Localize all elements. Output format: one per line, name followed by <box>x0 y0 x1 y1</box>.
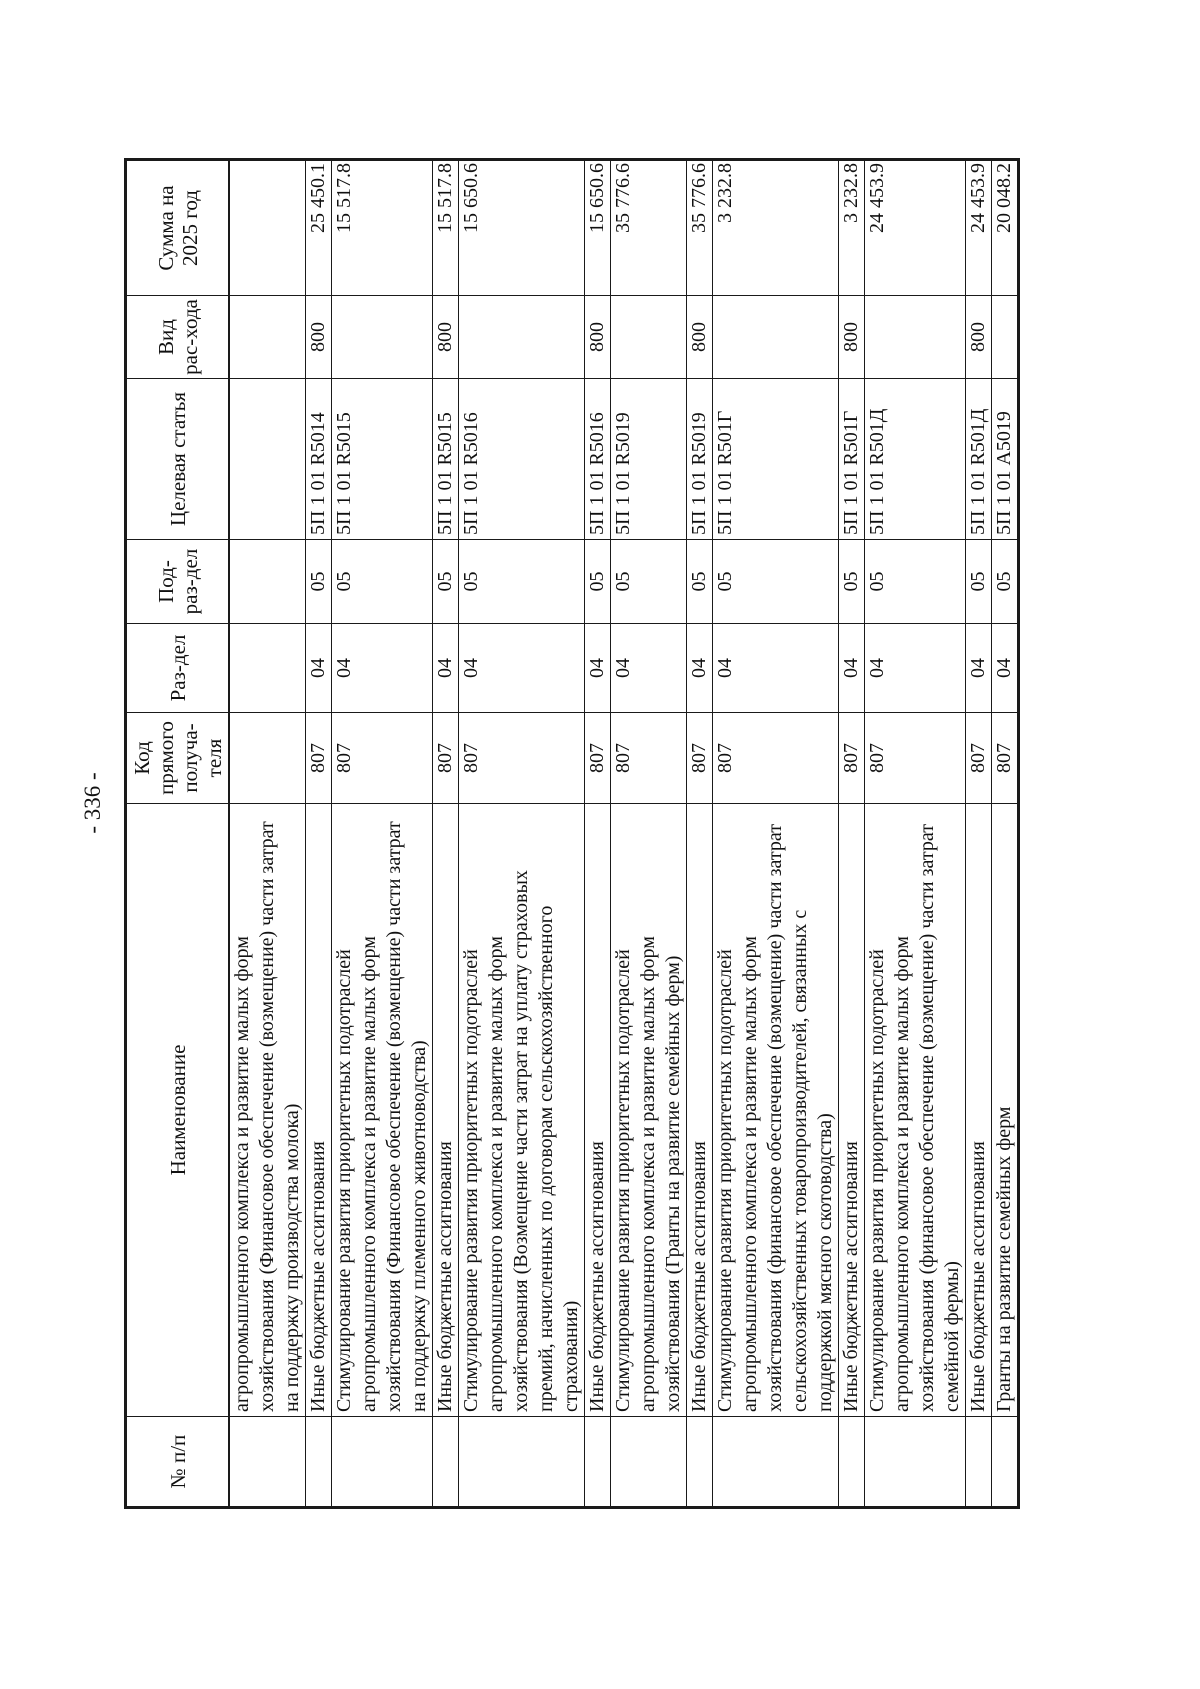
cell-vid: 800 <box>839 296 865 379</box>
cell-code: 807 <box>433 713 459 804</box>
cell-num <box>585 1417 611 1508</box>
cell-subsection: 05 <box>459 540 585 624</box>
cell-name: Иные бюджетные ассигнования <box>687 804 713 1417</box>
cell-subsection: 05 <box>992 540 1019 624</box>
cell-name: Иные бюджетные ассигнования <box>585 804 611 1417</box>
cell-num <box>459 1417 585 1508</box>
cell-num <box>865 1417 966 1508</box>
cell-name: агропромышленного комплекса и развитие малых форм хозяйствования (Финансовое обеспечение (возмещение) части затрат на поддержку производства молока) <box>229 804 306 1417</box>
cell-sum: 15 650.6 <box>459 160 585 296</box>
cell-num <box>433 1417 459 1508</box>
cell-section: 04 <box>966 624 992 713</box>
table-body <box>229 160 1019 1508</box>
cell-name: Стимулирование развития приоритетных подотраслей агропромышленного комплекса и развитие малых форм хозяйствования (Возмещение части затрат на уплату страховых премий, начисленных по договорам сельскохозяйственного страхования) <box>459 804 585 1417</box>
header-section: Раз-дел <box>126 624 230 713</box>
cell-name: Иные бюджетные ассигнования <box>306 804 332 1417</box>
cell-vid <box>865 296 966 379</box>
cell-subsection: 05 <box>839 540 865 624</box>
table-row <box>332 160 433 1508</box>
cell-num <box>229 1417 306 1508</box>
cell-vid <box>992 296 1019 379</box>
cell-code <box>229 713 306 804</box>
table-row <box>306 160 332 1508</box>
header-sum: Сумма на 2025 год <box>126 160 230 296</box>
cell-name: Иные бюджетные ассигнования <box>839 804 865 1417</box>
cell-section: 04 <box>611 624 687 713</box>
header-name: Наименование <box>126 804 230 1417</box>
cell-vid <box>229 296 306 379</box>
cell-code: 807 <box>992 713 1019 804</box>
cell-subsection: 05 <box>865 540 966 624</box>
cell-name: Иные бюджетные ассигнования <box>433 804 459 1417</box>
cell-subsection: 05 <box>611 540 687 624</box>
cell-subsection: 05 <box>306 540 332 624</box>
cell-sum: 15 517.8 <box>433 160 459 296</box>
cell-target: 5П 1 01 R5015 <box>433 379 459 540</box>
cell-vid: 800 <box>306 296 332 379</box>
table-row <box>966 160 992 1508</box>
cell-sum: 3 232.8 <box>713 160 839 296</box>
table-row <box>687 160 713 1508</box>
cell-target: 5П 1 01 R5014 <box>306 379 332 540</box>
cell-target: 5П 1 01 R5016 <box>459 379 585 540</box>
cell-code: 807 <box>459 713 585 804</box>
header-code: Код прямого получа-теля <box>126 713 230 804</box>
cell-name: Стимулирование развития приоритетных подотраслей агропромышленного комплекса и развитие малых форм хозяйствования (финансовое обеспечение (возмещение) части затрат семейной фермы) <box>865 804 966 1417</box>
cell-target: 5П 1 01 R501Г <box>713 379 839 540</box>
cell-section: 04 <box>865 624 966 713</box>
cell-sum <box>229 160 306 296</box>
header-target: Целевая статья <box>126 379 230 540</box>
table-row <box>433 160 459 1508</box>
cell-target: 5П 1 01 A5019 <box>992 379 1019 540</box>
cell-sum: 15 517.8 <box>332 160 433 296</box>
cell-name: Иные бюджетные ассигнования <box>966 804 992 1417</box>
cell-vid: 800 <box>433 296 459 379</box>
cell-section: 04 <box>459 624 585 713</box>
cell-code: 807 <box>839 713 865 804</box>
cell-num <box>992 1417 1019 1508</box>
header-subsection: Под-раз-дел <box>126 540 230 624</box>
cell-section: 04 <box>306 624 332 713</box>
table-row <box>585 160 611 1508</box>
cell-code: 807 <box>585 713 611 804</box>
cell-sum: 24 453.9 <box>966 160 992 296</box>
cell-sum: 35 776.6 <box>687 160 713 296</box>
table-row <box>865 160 966 1508</box>
cell-target <box>229 379 306 540</box>
cell-target: 5П 1 01 R5019 <box>687 379 713 540</box>
cell-section: 04 <box>585 624 611 713</box>
cell-name: Стимулирование развития приоритетных подотраслей агропромышленного комплекса и развитие малых форм хозяйствования (финансовое обеспечение (возмещение) части затрат сельскохозяйственных товаропроизводителей, связанных с поддержкой мясного скотоводства) <box>713 804 839 1417</box>
cell-sum: 20 048.2 <box>992 160 1019 296</box>
cell-sum: 3 232.8 <box>839 160 865 296</box>
cell-num <box>611 1417 687 1508</box>
cell-subsection: 05 <box>966 540 992 624</box>
cell-section: 04 <box>687 624 713 713</box>
header-num: № п/п <box>126 1417 230 1508</box>
cell-section: 04 <box>433 624 459 713</box>
cell-sum: 25 450.1 <box>306 160 332 296</box>
table-row <box>992 160 1019 1508</box>
cell-sum: 24 453.9 <box>865 160 966 296</box>
cell-num <box>966 1417 992 1508</box>
table-row <box>229 160 306 1508</box>
cell-sum: 35 776.6 <box>611 160 687 296</box>
cell-num <box>839 1417 865 1508</box>
cell-num <box>332 1417 433 1508</box>
cell-target: 5П 1 01 R5016 <box>585 379 611 540</box>
cell-code: 807 <box>713 713 839 804</box>
cell-name: Гранты на развитие семейных ферм <box>992 804 1019 1417</box>
cell-code: 807 <box>687 713 713 804</box>
cell-target: 5П 1 01 R5015 <box>332 379 433 540</box>
cell-name: Стимулирование развития приоритетных подотраслей агропромышленного комплекса и развитие малых форм хозяйствования (Финансовое обеспечение (возмещение) части затрат на поддержку племенного животноводства) <box>332 804 433 1417</box>
cell-subsection: 05 <box>433 540 459 624</box>
cell-vid <box>611 296 687 379</box>
cell-section: 04 <box>332 624 433 713</box>
cell-num <box>687 1417 713 1508</box>
cell-section <box>229 624 306 713</box>
cell-vid: 800 <box>966 296 992 379</box>
table-header-row <box>126 160 230 1508</box>
header-vid: Вид рас-хода <box>126 296 230 379</box>
cell-vid <box>332 296 433 379</box>
cell-section: 04 <box>992 624 1019 713</box>
cell-section: 04 <box>713 624 839 713</box>
table-row <box>459 160 585 1508</box>
budget-table <box>124 158 1020 1509</box>
cell-code: 807 <box>865 713 966 804</box>
cell-subsection: 05 <box>585 540 611 624</box>
cell-subsection <box>229 540 306 624</box>
cell-subsection: 05 <box>687 540 713 624</box>
cell-vid: 800 <box>687 296 713 379</box>
cell-code: 807 <box>611 713 687 804</box>
cell-sum: 15 650.6 <box>585 160 611 296</box>
cell-code: 807 <box>306 713 332 804</box>
cell-subsection: 05 <box>332 540 433 624</box>
table-row <box>839 160 865 1508</box>
table-row <box>713 160 839 1508</box>
cell-num <box>306 1417 332 1508</box>
cell-target: 5П 1 01 R5019 <box>611 379 687 540</box>
cell-target: 5П 1 01 R501Д <box>966 379 992 540</box>
cell-vid: 800 <box>585 296 611 379</box>
cell-subsection: 05 <box>713 540 839 624</box>
cell-code: 807 <box>332 713 433 804</box>
cell-target: 5П 1 01 R501Г <box>839 379 865 540</box>
cell-name: Стимулирование развития приоритетных подотраслей агропромышленного комплекса и развитие малых форм хозяйствования (Гранты на развитие семейных ферм) <box>611 804 687 1417</box>
table-row <box>611 160 687 1508</box>
page-number: - 336 - <box>80 772 105 834</box>
cell-num <box>713 1417 839 1508</box>
cell-code: 807 <box>966 713 992 804</box>
cell-section: 04 <box>839 624 865 713</box>
cell-vid <box>713 296 839 379</box>
cell-vid <box>459 296 585 379</box>
cell-target: 5П 1 01 R501Д <box>865 379 966 540</box>
